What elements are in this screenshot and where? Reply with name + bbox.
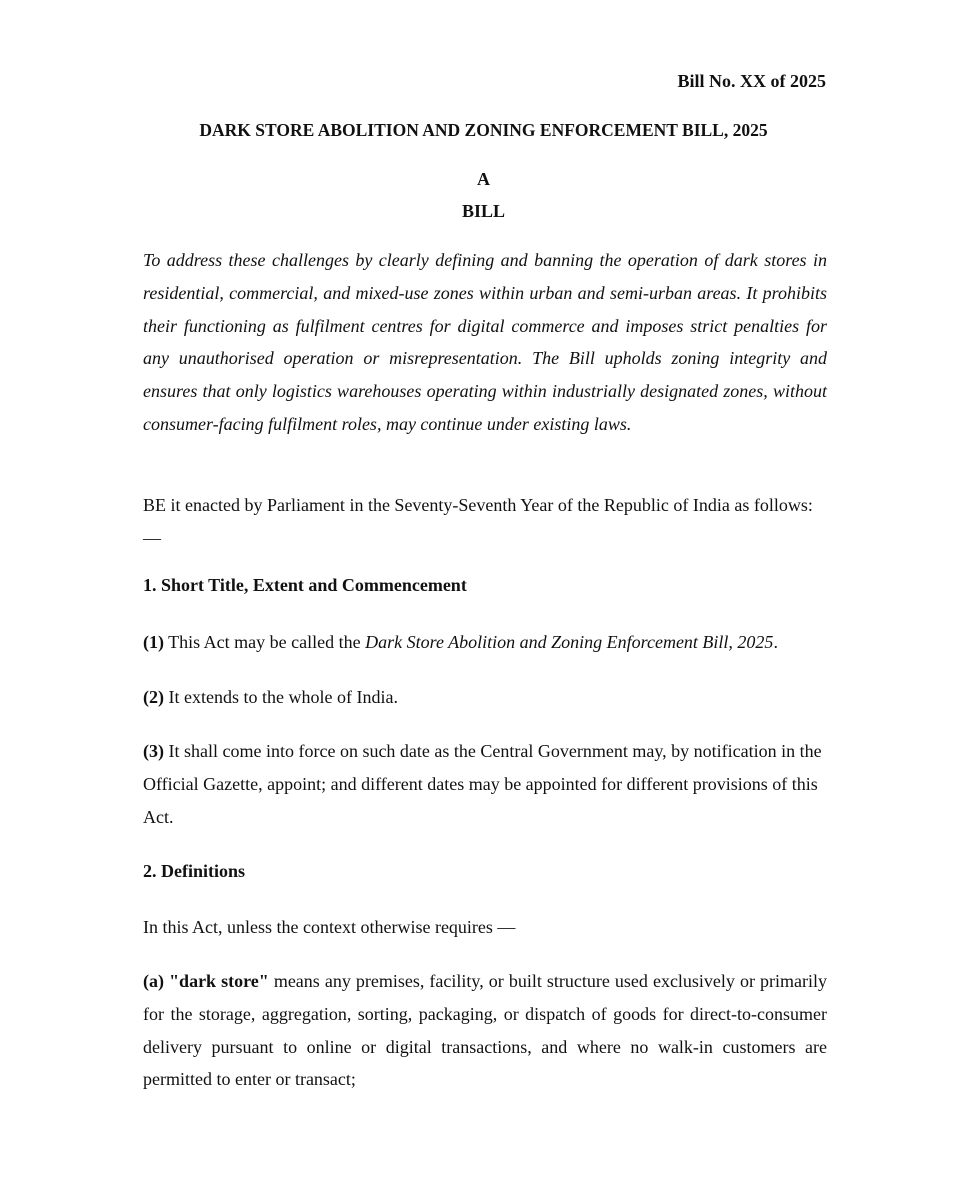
enacting-clause: BE it enacted by Parliament in the Seventy-Seventh Year of the Republic of India as follows: — (143, 495, 813, 548)
bill-number: Bill No. XX of 2025 (677, 71, 826, 91)
clause-text-end: . (773, 632, 778, 652)
clause-number: (1) (143, 632, 164, 652)
article-label: A (477, 169, 490, 189)
clause-text: This Act may be called the (164, 632, 366, 652)
bill-label: BILL (461, 201, 506, 221)
clause-number: (2) (143, 687, 164, 707)
definition-number: (a) (143, 971, 164, 991)
clause-number: (3) (143, 741, 164, 761)
preamble: To address these challenges by clearly defining and banning the operation of dark stores in residential, commercial, and mixed-use zones within urban and semi-urban areas. It prohibits their functioning as fulfilment centres for digital commerce and imposes strict penalties for any unauthorised operation or misrepresentation. The Bill upholds zoning integrity and ensures that only logistics warehouses operating within industrially designated zones, without consumer-facing fulfilment roles, may continue under existing laws. (143, 250, 827, 434)
bill-title: DARK STORE ABOLITION AND ZONING ENFORCEMENT BILL, 2025 (199, 120, 768, 140)
act-short-title: Dark Store Abolition and Zoning Enforcement Bill, 2025 (365, 632, 774, 652)
clause-text: It extends to the whole of India. (164, 687, 398, 707)
section-1-clause-1 (143, 626, 827, 659)
section-1-clause-2 (143, 681, 827, 714)
section-2-heading: 2. Definitions (143, 861, 246, 881)
defined-term: "dark store" (169, 971, 269, 991)
clause-text: It shall come into force on such date as the Central Government may, by notification in the Official Gazette, appoint; and different dates may be appointed for different provisions of this Act. (143, 741, 822, 827)
section-1-heading: 1. Short Title, Extent and Commencement (143, 575, 467, 595)
section-1-clause-3 (143, 735, 827, 833)
definitions-intro: In this Act, unless the context otherwise requires — (143, 917, 516, 937)
definition-a (143, 965, 827, 1096)
definition-text: means any premises, facility, or built structure used exclusively or primarily for the storage, aggregation, sorting, packaging, or dispatch of goods for direct-to-consumer delivery pursuant to online or digital transactions, and where no walk-in customers are permitted to enter or transact; (143, 971, 828, 1090)
